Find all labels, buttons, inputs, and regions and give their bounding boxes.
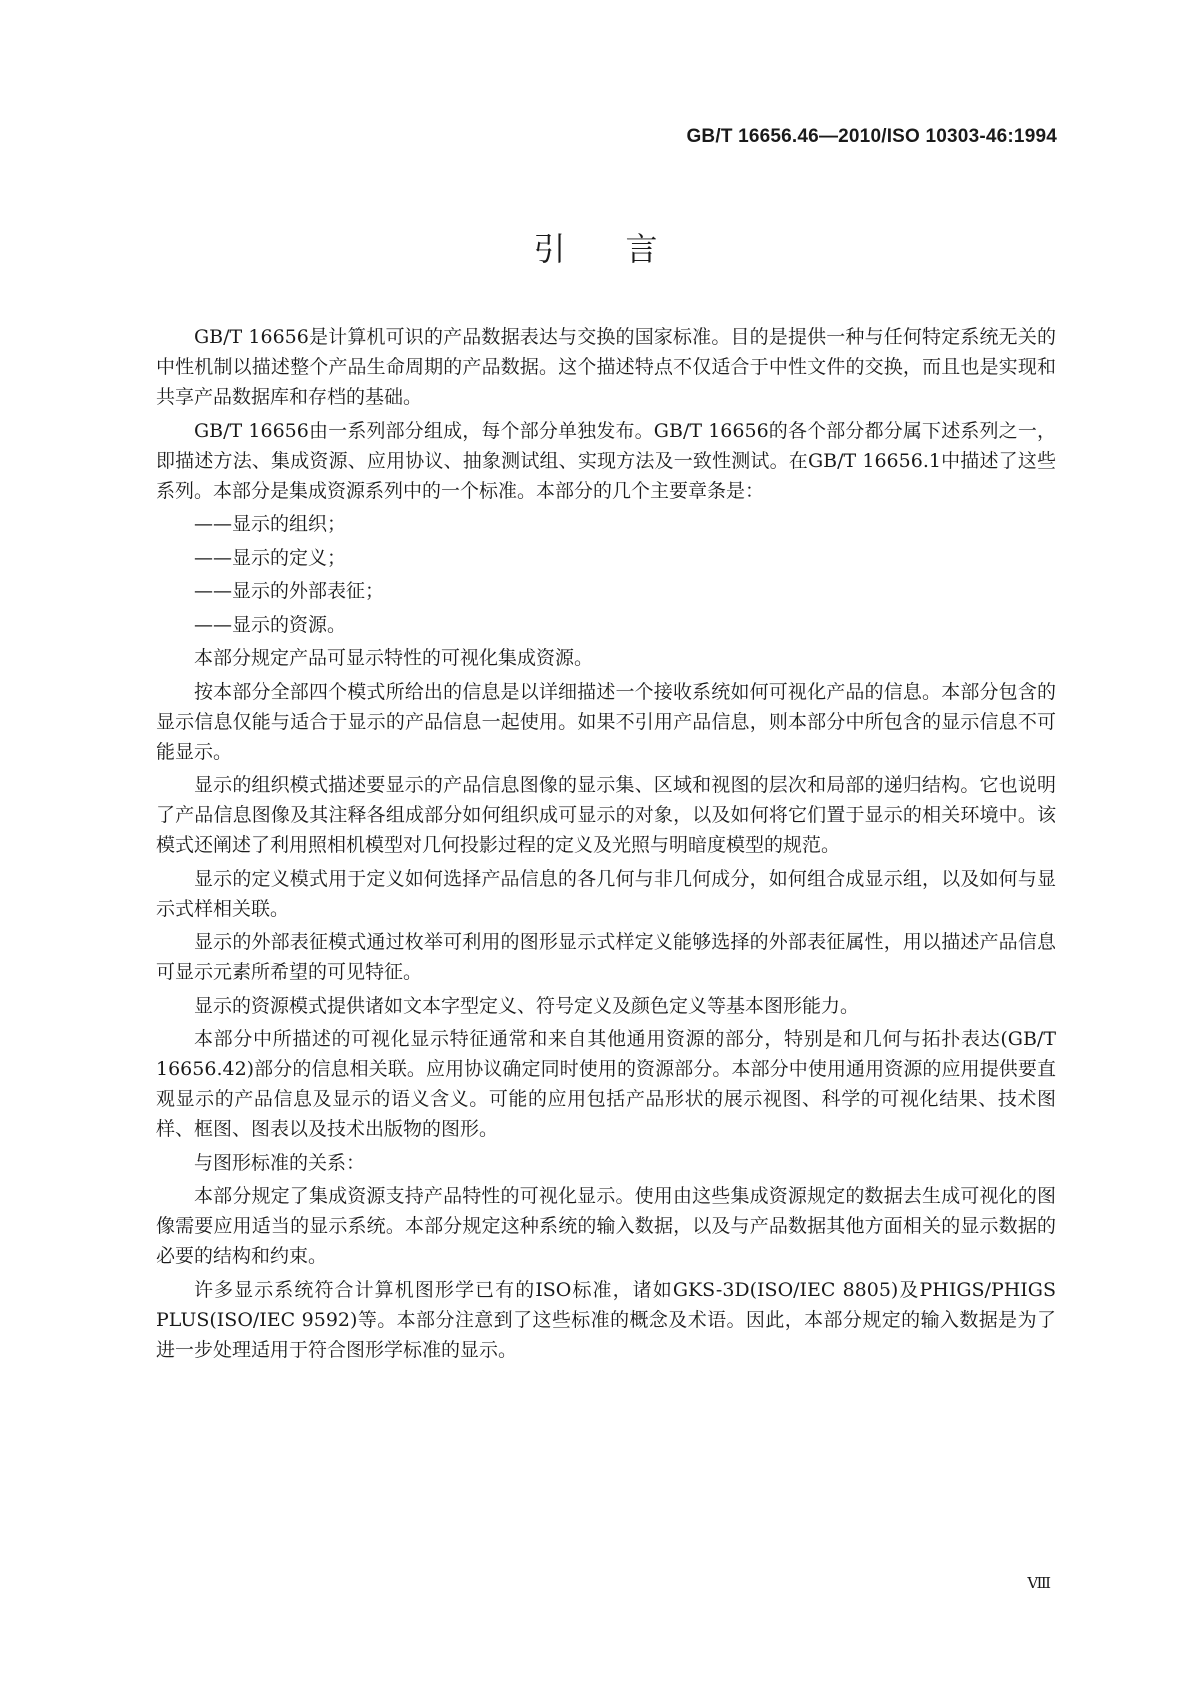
paragraph: 显示的外部表征模式通过枚举可利用的图形显示式样定义能够选择的外部表征属性，用以描述产品信息可显示元素所希望的可见特征。 <box>156 931 1056 983</box>
body-text <box>156 322 1056 1368</box>
paragraph: GB/T 16656由一系列部分组成，每个部分单独发布。GB/T 16656的各个部分都分属下述系列之一，即描述方法、集成资源、应用协议、抽象测试组、实现方法及一致性测试。在GB/T 16656.1中描述了这些系列。本部分是集成资源系列中的一个标准。本部分的几个主要章条是： <box>156 419 1056 502</box>
paragraph: 显示的资源模式提供诸如文本字型定义、符号定义及颜色定义等基本图形能力。 <box>194 994 860 1017</box>
page-number: Ⅷ <box>1027 1574 1051 1592</box>
paragraph: GB/T 16656是计算机可识的产品数据表达与交换的国家标准。目的是提供一种与任何特定系统无关的中性机制以描述整个产品生命周期的产品数据。这个描述特点不仅适合于中性文件的交换，而且也是实现和共享产品数据库和存档的基础。 <box>156 326 1056 408</box>
standard-number-header: GB/T 16656.46—2010/ISO 10303-46:1994 <box>686 126 1057 147</box>
list-item: ——显示的外部表征； <box>194 580 385 602</box>
paragraph: 显示的组织模式描述要显示的产品信息图像的显示集、区域和视图的层次和局部的递归结构。它也说明了产品信息图像及其注释各组成部分如何组织成可显示的对象，以及如何将它们置于显示的相关环境中。该模式还阐述了利用照相机模型对几何投影过程的定义及光照与明暗度模型的规范。 <box>156 774 1056 856</box>
paragraph: 显示的定义模式用于定义如何选择产品信息的各几何与非几何成分，如何组合成显示组，以及如何与显示式样相关联。 <box>156 867 1056 920</box>
paragraph: 按本部分全部四个模式所给出的信息是以详细描述一个接收系统如何可视化产品的信息。本部分包含的显示信息仅能与适合于显示的产品信息一起使用。如果不引用产品信息，则本部分中所包含的显示信息不可能显示。 <box>156 680 1056 763</box>
paragraph: 本部分规定产品可显示特性的可视化集成资源。 <box>194 647 594 669</box>
list-item: ——显示的资源。 <box>194 613 347 636</box>
paragraph: 许多显示系统符合计算机图形学已有的ISO标准，诸如GKS-3D(ISO/IEC 8805)及PHIGS/PHIGS PLUS(ISO/IEC 9592)等。本部分注意到了这些标准的概念及术语。因此，本部分规定的输入数据是为了进一步处理适用于符合图形学标准的显示。 <box>156 1278 1056 1361</box>
paragraph: 与图形标准的关系： <box>194 1151 366 1174</box>
list-item: ——显示的组织； <box>194 513 347 535</box>
section-title: 引言 <box>533 230 718 268</box>
paragraph: 本部分规定了集成资源支持产品特性的可视化显示。使用由这些集成资源规定的数据去生成可视化的图像需要应用适当的显示系统。本部分规定这种系统的输入数据，以及与产品数据其他方面相关的显示数据的必要的结构和约束。 <box>156 1185 1056 1267</box>
paragraph: 本部分中所描述的可视化显示特征通常和来自其他通用资源的部分，特别是和几何与拓扑表达(GB/T 16656.42)部分的信息相关联。应用协议确定同时使用的资源部分。本部分中使用通用资源的应用提供要直观显示的产品信息及显示的语义含义。可能的应用包括产品形状的展示视图、科学的可视化结果、技术图样、框图、图表以及技术出版物的图形。 <box>156 1028 1056 1140</box>
list-item: ——显示的定义； <box>194 546 347 569</box>
